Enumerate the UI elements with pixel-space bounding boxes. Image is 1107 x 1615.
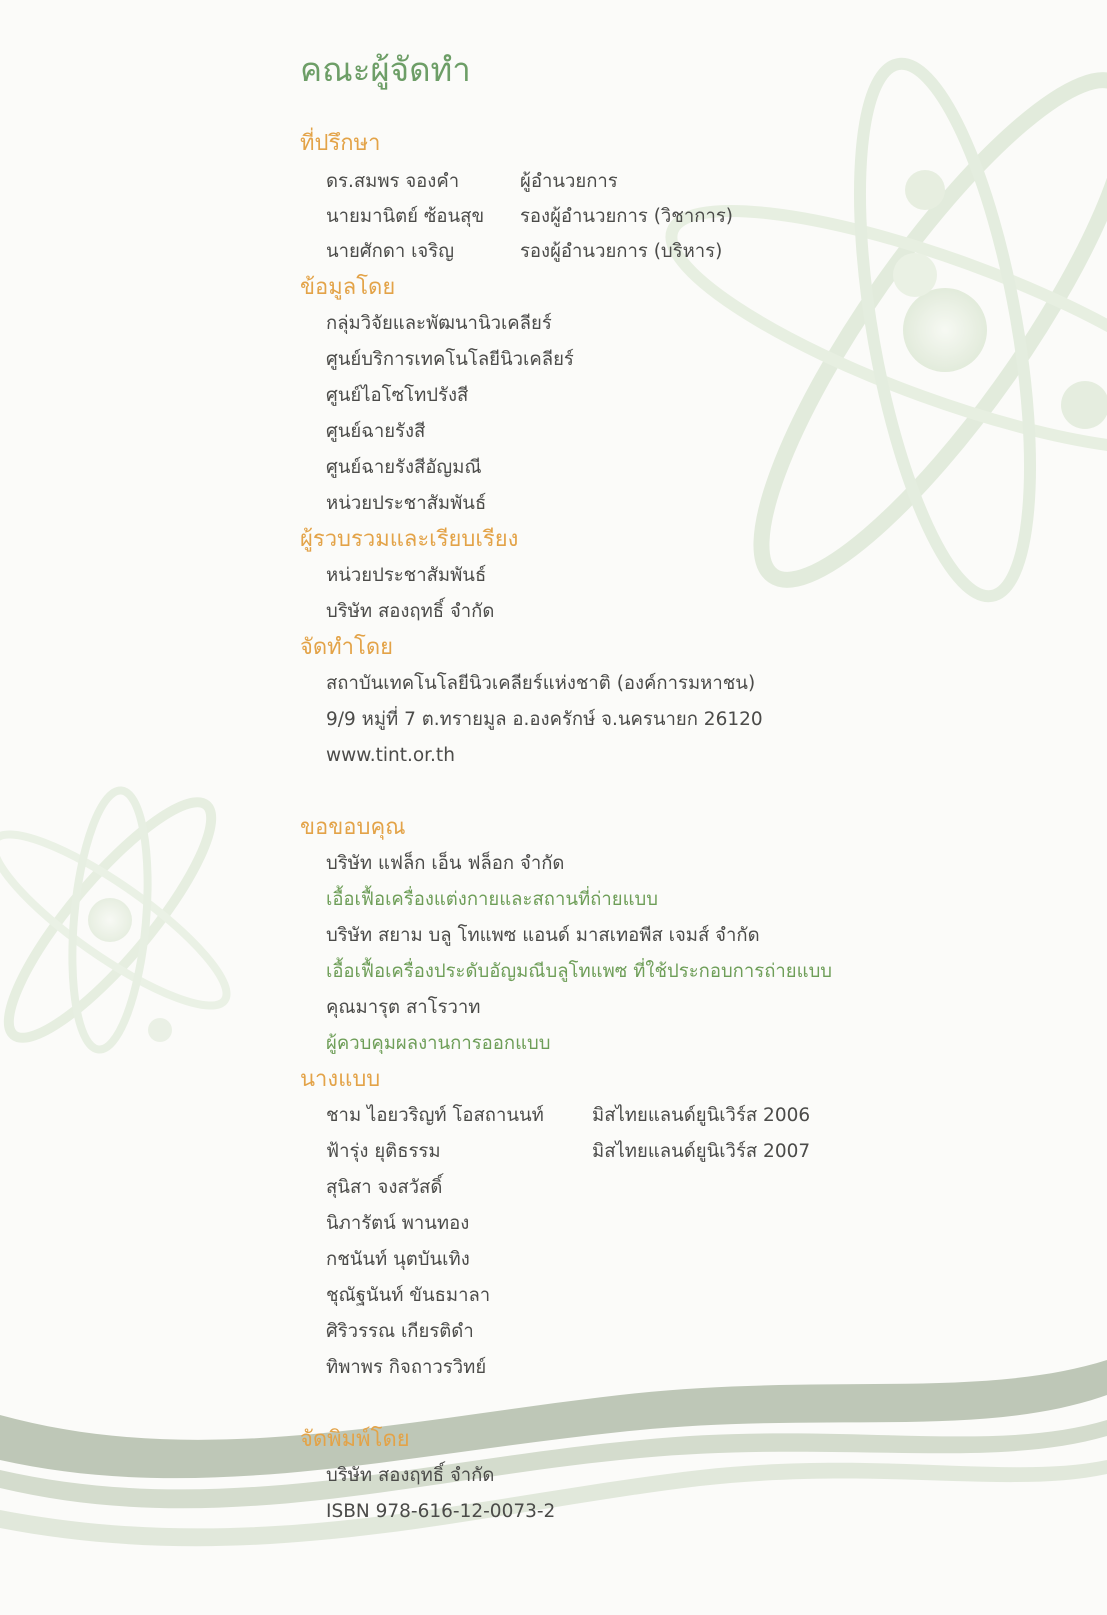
thanks-note: เอื้อเฟื้อเครื่องแต่งกายและสถานที่ถ่ายแบบ (326, 889, 659, 910)
produced-heading: จัดทำโดย (300, 635, 394, 660)
thanks-name: บริษัท แฟล็ก เอ็น ฟล็อก จำกัด (326, 853, 565, 874)
thanks-name: บริษัท สยาม บลู โทแพซ แอนด์ มาสเทอพีส เจมส์ จำกัด (326, 925, 760, 946)
model-name: สุนิสา จงสวัสดิ์ (326, 1177, 443, 1198)
thanks-name: คุณมารุต สาโรวาท (326, 997, 481, 1018)
information-item: ศูนย์ฉายรังสีอัญมณี (326, 457, 482, 478)
compiled-item: หน่วยประชาสัมพันธ์ (326, 565, 487, 586)
printer-company: บริษัท สองฤทธิ์ จำกัด (326, 1465, 495, 1486)
isbn: ISBN 978-616-12-0073-2 (326, 1501, 556, 1522)
thanks-note: เอื้อเฟื้อเครื่องประดับอัญมณีบลูโทแพซ ที่ใช้ประกอบการถ่ายแบบ (326, 961, 833, 982)
thanks-heading: ขอขอบคุณ (300, 815, 406, 840)
models-heading: นางแบบ (300, 1067, 381, 1092)
information-heading: ข้อมูลโดย (300, 275, 396, 300)
website-link[interactable]: www.tint.or.th (326, 745, 455, 766)
thanks-note: ผู้ควบคุมผลงานการออกแบบ (326, 1033, 551, 1054)
model-name: นิภารัตน์ พานทอง (326, 1213, 470, 1234)
advisor-role: ผู้อำนวยการ (520, 171, 618, 192)
page-title: คณะผู้จัดทำ (300, 50, 471, 89)
produced-organization: สถาบันเทคโนโลยีนิวเคลียร์แห่งชาติ (องค์การมหาชน) (326, 673, 756, 694)
advisor-name: นายศักดา เจริญ (326, 241, 454, 262)
information-item: ศูนย์ไอโซโทปรังสี (326, 385, 469, 406)
model-name: ทิพาพร กิจถาวรวิทย์ (326, 1357, 487, 1378)
model-name: ชาม ไอยวริญท์ โอสถานนท์ (326, 1105, 544, 1126)
atom-icon (0, 779, 245, 1060)
advisor-name: ดร.สมพร จองคำ (326, 171, 460, 192)
model-name: ฟ้ารุ่ง ยุติธรรม (326, 1141, 441, 1162)
advisors-heading: ที่ปรึกษา (300, 131, 381, 156)
printed-heading: จัดพิมพ์โดย (300, 1427, 410, 1452)
model-name: ชุณัฐนันท์ ขันธมาลา (326, 1285, 491, 1306)
information-item: กลุ่มวิจัยและพัฒนานิวเคลียร์ (326, 313, 552, 334)
information-item: หน่วยประชาสัมพันธ์ (326, 493, 487, 514)
compiled-item: บริษัท สองฤทธิ์ จำกัด (326, 601, 495, 622)
information-item: ศูนย์ฉายรังสี (326, 421, 426, 442)
atom-icon (649, 40, 1107, 621)
advisor-role: รองผู้อำนวยการ (บริหาร) (520, 241, 723, 262)
advisor-role: รองผู้อำนวยการ (วิชาการ) (520, 206, 733, 227)
compiled-heading: ผู้รวบรวมและเรียบเรียง (300, 527, 519, 552)
produced-address: 9/9 หมู่ที่ 7 ต.ทรายมูล อ.องครักษ์ จ.นครนายก 26120 (326, 709, 763, 730)
information-item: ศูนย์บริการเทคโนโลยีนิวเคลียร์ (326, 349, 574, 370)
model-title: มิสไทยแลนด์ยูนิเวิร์ส 2007 (592, 1141, 811, 1162)
model-name: กชนันท์ นุตบันเทิง (326, 1249, 470, 1270)
model-title: มิสไทยแลนด์ยูนิเวิร์ส 2006 (592, 1105, 811, 1126)
model-name: ศิริวรรณ เกียรติดำ (326, 1321, 474, 1342)
advisor-name: นายมานิตย์ ซ้อนสุข (326, 206, 485, 227)
